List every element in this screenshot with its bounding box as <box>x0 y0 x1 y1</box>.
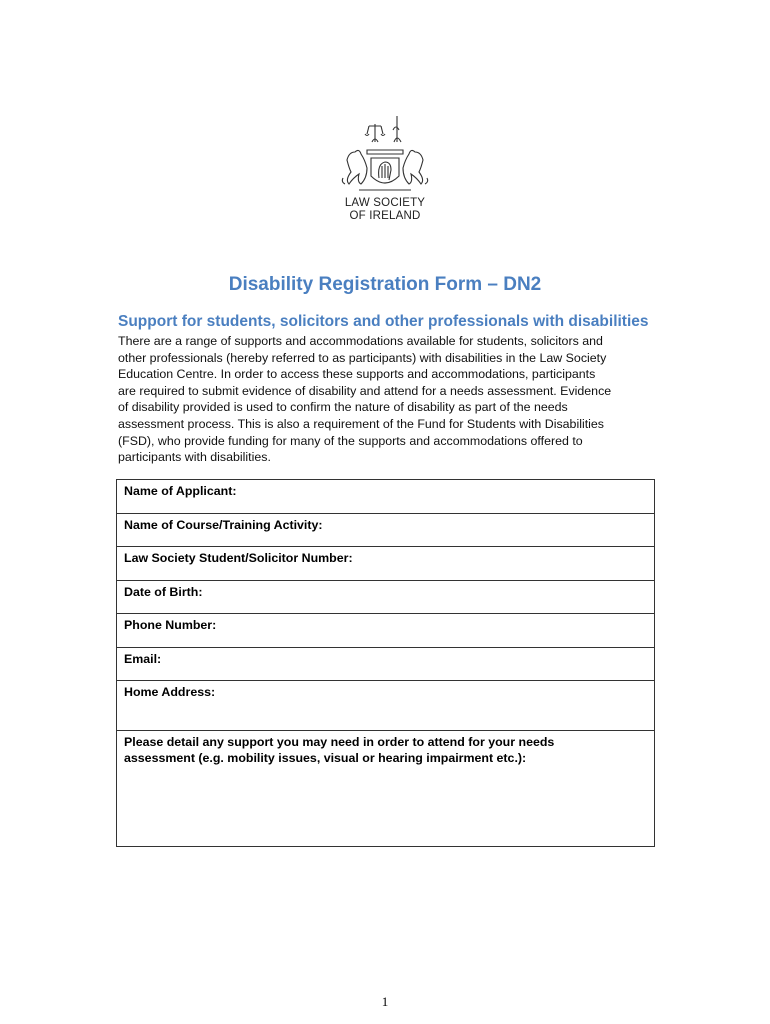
intro-line: assessment process. This is also a requirement of the Fund for Students with Disabilities <box>118 416 604 431</box>
student-number-field[interactable] <box>117 547 654 581</box>
support-label-line-1: Please detail any support you may need in order to attend for your needs <box>124 735 555 749</box>
intro-line: participants with disabilities. <box>118 450 271 465</box>
intro-line: of disability provided is used to confirm the nature of disability as part of the needs <box>118 400 568 415</box>
email-field[interactable] <box>117 648 654 681</box>
intro-line: (FSD), who provide funding for many of the supports and accommodations offered to <box>118 433 583 448</box>
applicant-name-label: Name of Applicant: <box>124 484 237 498</box>
phone-label: Phone Number: <box>124 618 217 632</box>
home-address-field[interactable] <box>117 681 654 731</box>
home-address-label: Home Address: <box>124 685 216 699</box>
section-heading: Support for students, solicitors and other professionals with disabilities <box>118 313 649 330</box>
intro-line: are required to submit evidence of disability and attend for a needs assessment. Evidence <box>118 383 612 398</box>
org-line-2: OF IRELAND <box>349 210 421 222</box>
page-number: 1 <box>381 994 389 1009</box>
intro-line: other professionals (hereby referred to as participants) with disabilities in the Law Society <box>118 350 607 365</box>
student-number-label: Law Society Student/Solicitor Number: <box>124 551 353 565</box>
page-title: Disability Registration Form – DN2 <box>228 274 542 295</box>
intro-paragraph <box>118 333 663 466</box>
intro-line: There are a range of supports and accommodations available for students, solicitors and <box>118 334 603 348</box>
applicant-name-field[interactable] <box>117 480 654 514</box>
course-field[interactable] <box>117 514 654 547</box>
registration-form-table <box>116 479 655 847</box>
phone-field[interactable] <box>117 614 654 648</box>
intro-line: Education Centre. In order to access these supports and accommodations, participants <box>118 367 596 382</box>
date-of-birth-field[interactable] <box>117 581 654 614</box>
course-label: Name of Course/Training Activity: <box>124 518 323 532</box>
org-line-1: LAW SOCIETY <box>344 197 426 209</box>
support-details-field[interactable] <box>117 731 654 847</box>
date-of-birth-label: Date of Birth: <box>124 585 203 599</box>
organization-name <box>310 197 460 223</box>
support-label-line-2: assessment (e.g. mobility issues, visual or hearing impairment etc.): <box>124 751 527 765</box>
email-label: Email: <box>124 652 162 666</box>
law-society-crest-icon <box>339 112 431 196</box>
